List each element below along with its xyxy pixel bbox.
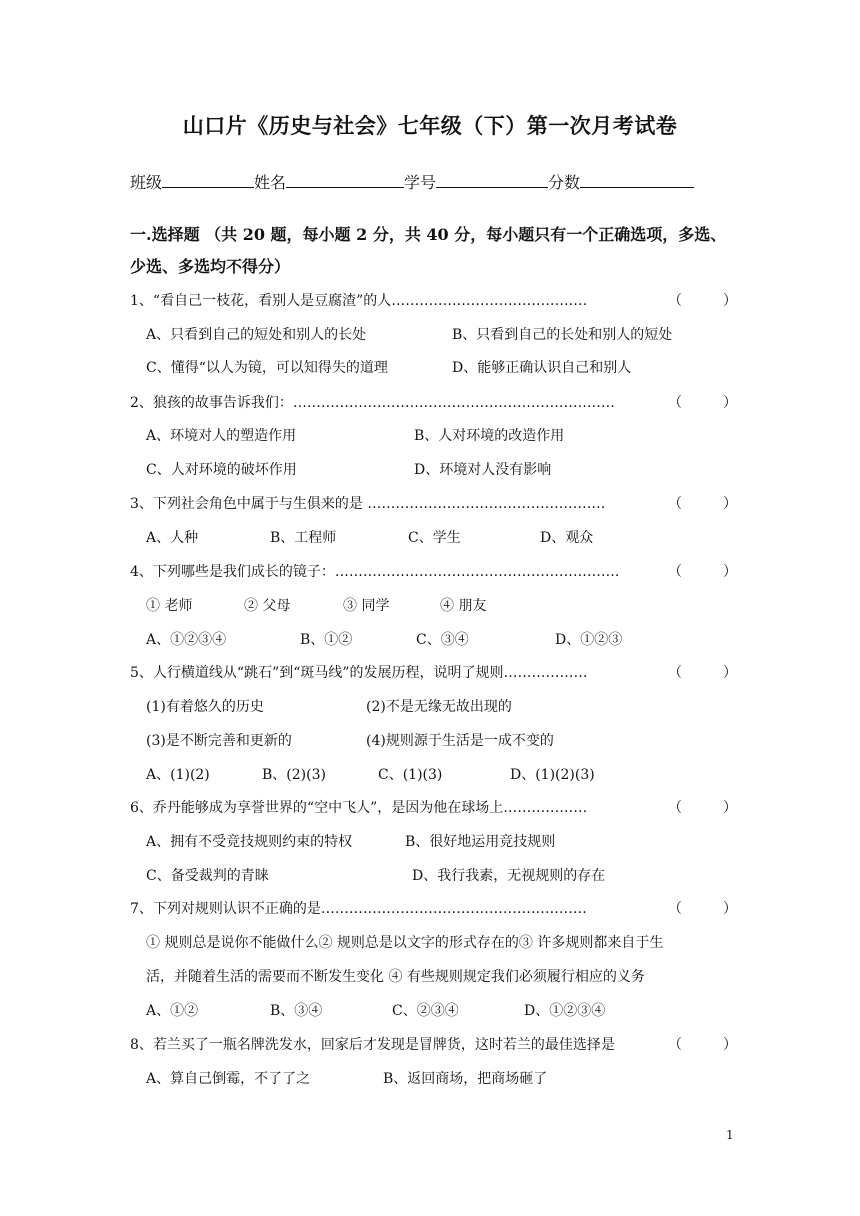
paren-open: （ [668, 395, 682, 411]
q1-option-a: A、只看到自己的短处和别人的长处 [146, 327, 367, 343]
q1-option-c: C、懂得“以人为镜，可以知得失的道理 [146, 360, 388, 376]
q5-item-3: (3)是不断完善和更新的 [146, 733, 292, 749]
name-label: 姓名 [254, 173, 287, 192]
q8-option-a: A、算自己倒霉，不了了之 [146, 1071, 311, 1087]
q7-option-a: A、①② [146, 1003, 199, 1019]
number-label: 学号 [404, 173, 437, 192]
q2-option-a: A、环境对人的塑造作用 [146, 428, 297, 444]
q4-option-a: A、①②③④ [146, 632, 227, 648]
question-6: 6、乔丹能够成为享誉世界的“空中飞人”，是因为他在球场上……………… [130, 800, 588, 816]
q4-option-c: C、③④ [416, 632, 469, 648]
question-7: 7、下列对规则认识不正确的是………………………………………………… [130, 901, 587, 917]
q1-option-b: B、只看到自己的长处和别人的短处 [452, 327, 673, 343]
class-label: 班级 [130, 173, 163, 192]
paren-close: ） [723, 901, 737, 917]
question-8: 8、若兰买了一瓶名牌洗发水，回家后才发现是冒牌货，这时若兰的最佳选择是 [130, 1037, 615, 1053]
paren-close: ） [723, 800, 737, 816]
paren-close: ） [723, 665, 737, 681]
paren-close: ） [723, 496, 737, 512]
q6-option-c: C、备受裁判的青睐 [146, 868, 269, 884]
answer-paren-5[interactable] [668, 663, 737, 683]
q7-option-b: B、③④ [270, 1003, 323, 1019]
q5-option-c: C、(1)(3) [378, 767, 443, 783]
answer-paren-8[interactable] [668, 1035, 737, 1055]
q3-option-b: B、工程师 [270, 530, 337, 546]
answer-paren-1[interactable] [668, 291, 737, 311]
q4-option-b: B、①② [300, 632, 353, 648]
q8-option-b: B、返回商场，把商场砸了 [383, 1071, 548, 1087]
paren-close: ） [723, 1037, 737, 1053]
q5-option-a: A、(1)(2) [146, 767, 210, 783]
q2-option-b: B、人对环境的改造作用 [414, 428, 565, 444]
class-blank[interactable] [162, 173, 254, 188]
paren-close: ） [723, 395, 737, 411]
answer-paren-6[interactable] [668, 798, 737, 818]
paren-open: （ [668, 496, 682, 512]
paren-open: （ [668, 564, 682, 580]
student-info-line [130, 170, 694, 193]
q4-item-4: ④ 朋友 [440, 598, 487, 614]
q4-option-d: D、①②③ [555, 632, 623, 648]
q4-item-3: ③ 同学 [343, 598, 390, 614]
q3-option-d: D、观众 [540, 530, 594, 546]
score-blank[interactable] [580, 173, 694, 188]
q2-option-c: C、人对环境的破坏作用 [146, 462, 297, 478]
paren-open: （ [668, 800, 682, 816]
q6-option-a: A、拥有不受竞技规则约束的特权 [146, 834, 353, 850]
q4-item-2: ② 父母 [244, 598, 291, 614]
answer-paren-2[interactable] [668, 393, 737, 413]
question-2: 2、狼孩的故事告诉我们：…………………………………………………………… [130, 395, 615, 411]
q4-item-1: ① 老师 [146, 598, 193, 614]
q3-option-a: A、人种 [146, 530, 199, 546]
q1-option-d: D、能够正确认识自己和别人 [452, 360, 632, 376]
q7-stem-line-1: ① 规则总是说你不能做什么② 规则总是以文字的形式存在的③ 许多规则都来自于生 [146, 935, 664, 951]
score-label: 分数 [548, 173, 581, 192]
paren-open: （ [668, 1037, 682, 1053]
answer-paren-4[interactable] [668, 562, 737, 582]
number-blank[interactable] [436, 173, 548, 188]
answer-paren-7[interactable] [668, 899, 737, 919]
q5-option-b: B、(2)(3) [262, 767, 326, 783]
question-5: 5、人行横道线从“跳石”到“斑马线”的发展历程，说明了规则……………… [130, 665, 588, 681]
section-heading-cont: 少选、多选均不得分） [130, 257, 291, 276]
question-3: 3、下列社会角色中属于与生俱来的是 …………………………………………… [130, 496, 606, 512]
q7-option-d: D、①②③④ [524, 1003, 606, 1019]
q7-option-c: C、②③④ [392, 1003, 459, 1019]
q5-item-4: (4)规则源于生活是一成不变的 [366, 733, 554, 749]
question-1: 1、“看自己一枝花，看别人是豆腐渣”的人…………………………………… [130, 293, 588, 309]
question-4: 4、下列哪些是我们成长的镜子：……………………………………………………. [130, 564, 620, 580]
q3-option-c: C、学生 [408, 530, 461, 546]
page-number: 1 [726, 1128, 734, 1142]
q6-option-d: D、我行我素，无视规则的存在 [412, 868, 606, 884]
paren-open: （ [668, 901, 682, 917]
paren-close: ） [723, 564, 737, 580]
q5-option-d: D、(1)(2)(3) [510, 767, 595, 783]
q6-option-b: B、很好地运用竞技规则 [405, 834, 556, 850]
q5-item-2: (2)不是无缘无故出现的 [366, 699, 512, 715]
exam-title: 山口片《历史与社会》七年级（下）第一次月考试卷 [182, 113, 678, 138]
q2-option-d: D、环境对人没有影响 [414, 462, 552, 478]
paren-close: ） [723, 293, 737, 309]
q7-stem-line-2: 活，并随着生活的需要而不断发生变化 ④ 有些规则规定我们必须履行相应的义务 [146, 969, 645, 985]
paren-open: （ [668, 665, 682, 681]
q5-item-1: (1)有着悠久的历史 [146, 699, 264, 715]
paren-open: （ [668, 293, 682, 309]
answer-paren-3[interactable] [668, 494, 737, 514]
section-heading: 一.选择题 （共 20 题，每小题 2 分，共 40 分，每小题只有一个正确选项，多选、 [130, 225, 727, 244]
name-blank[interactable] [286, 173, 404, 188]
